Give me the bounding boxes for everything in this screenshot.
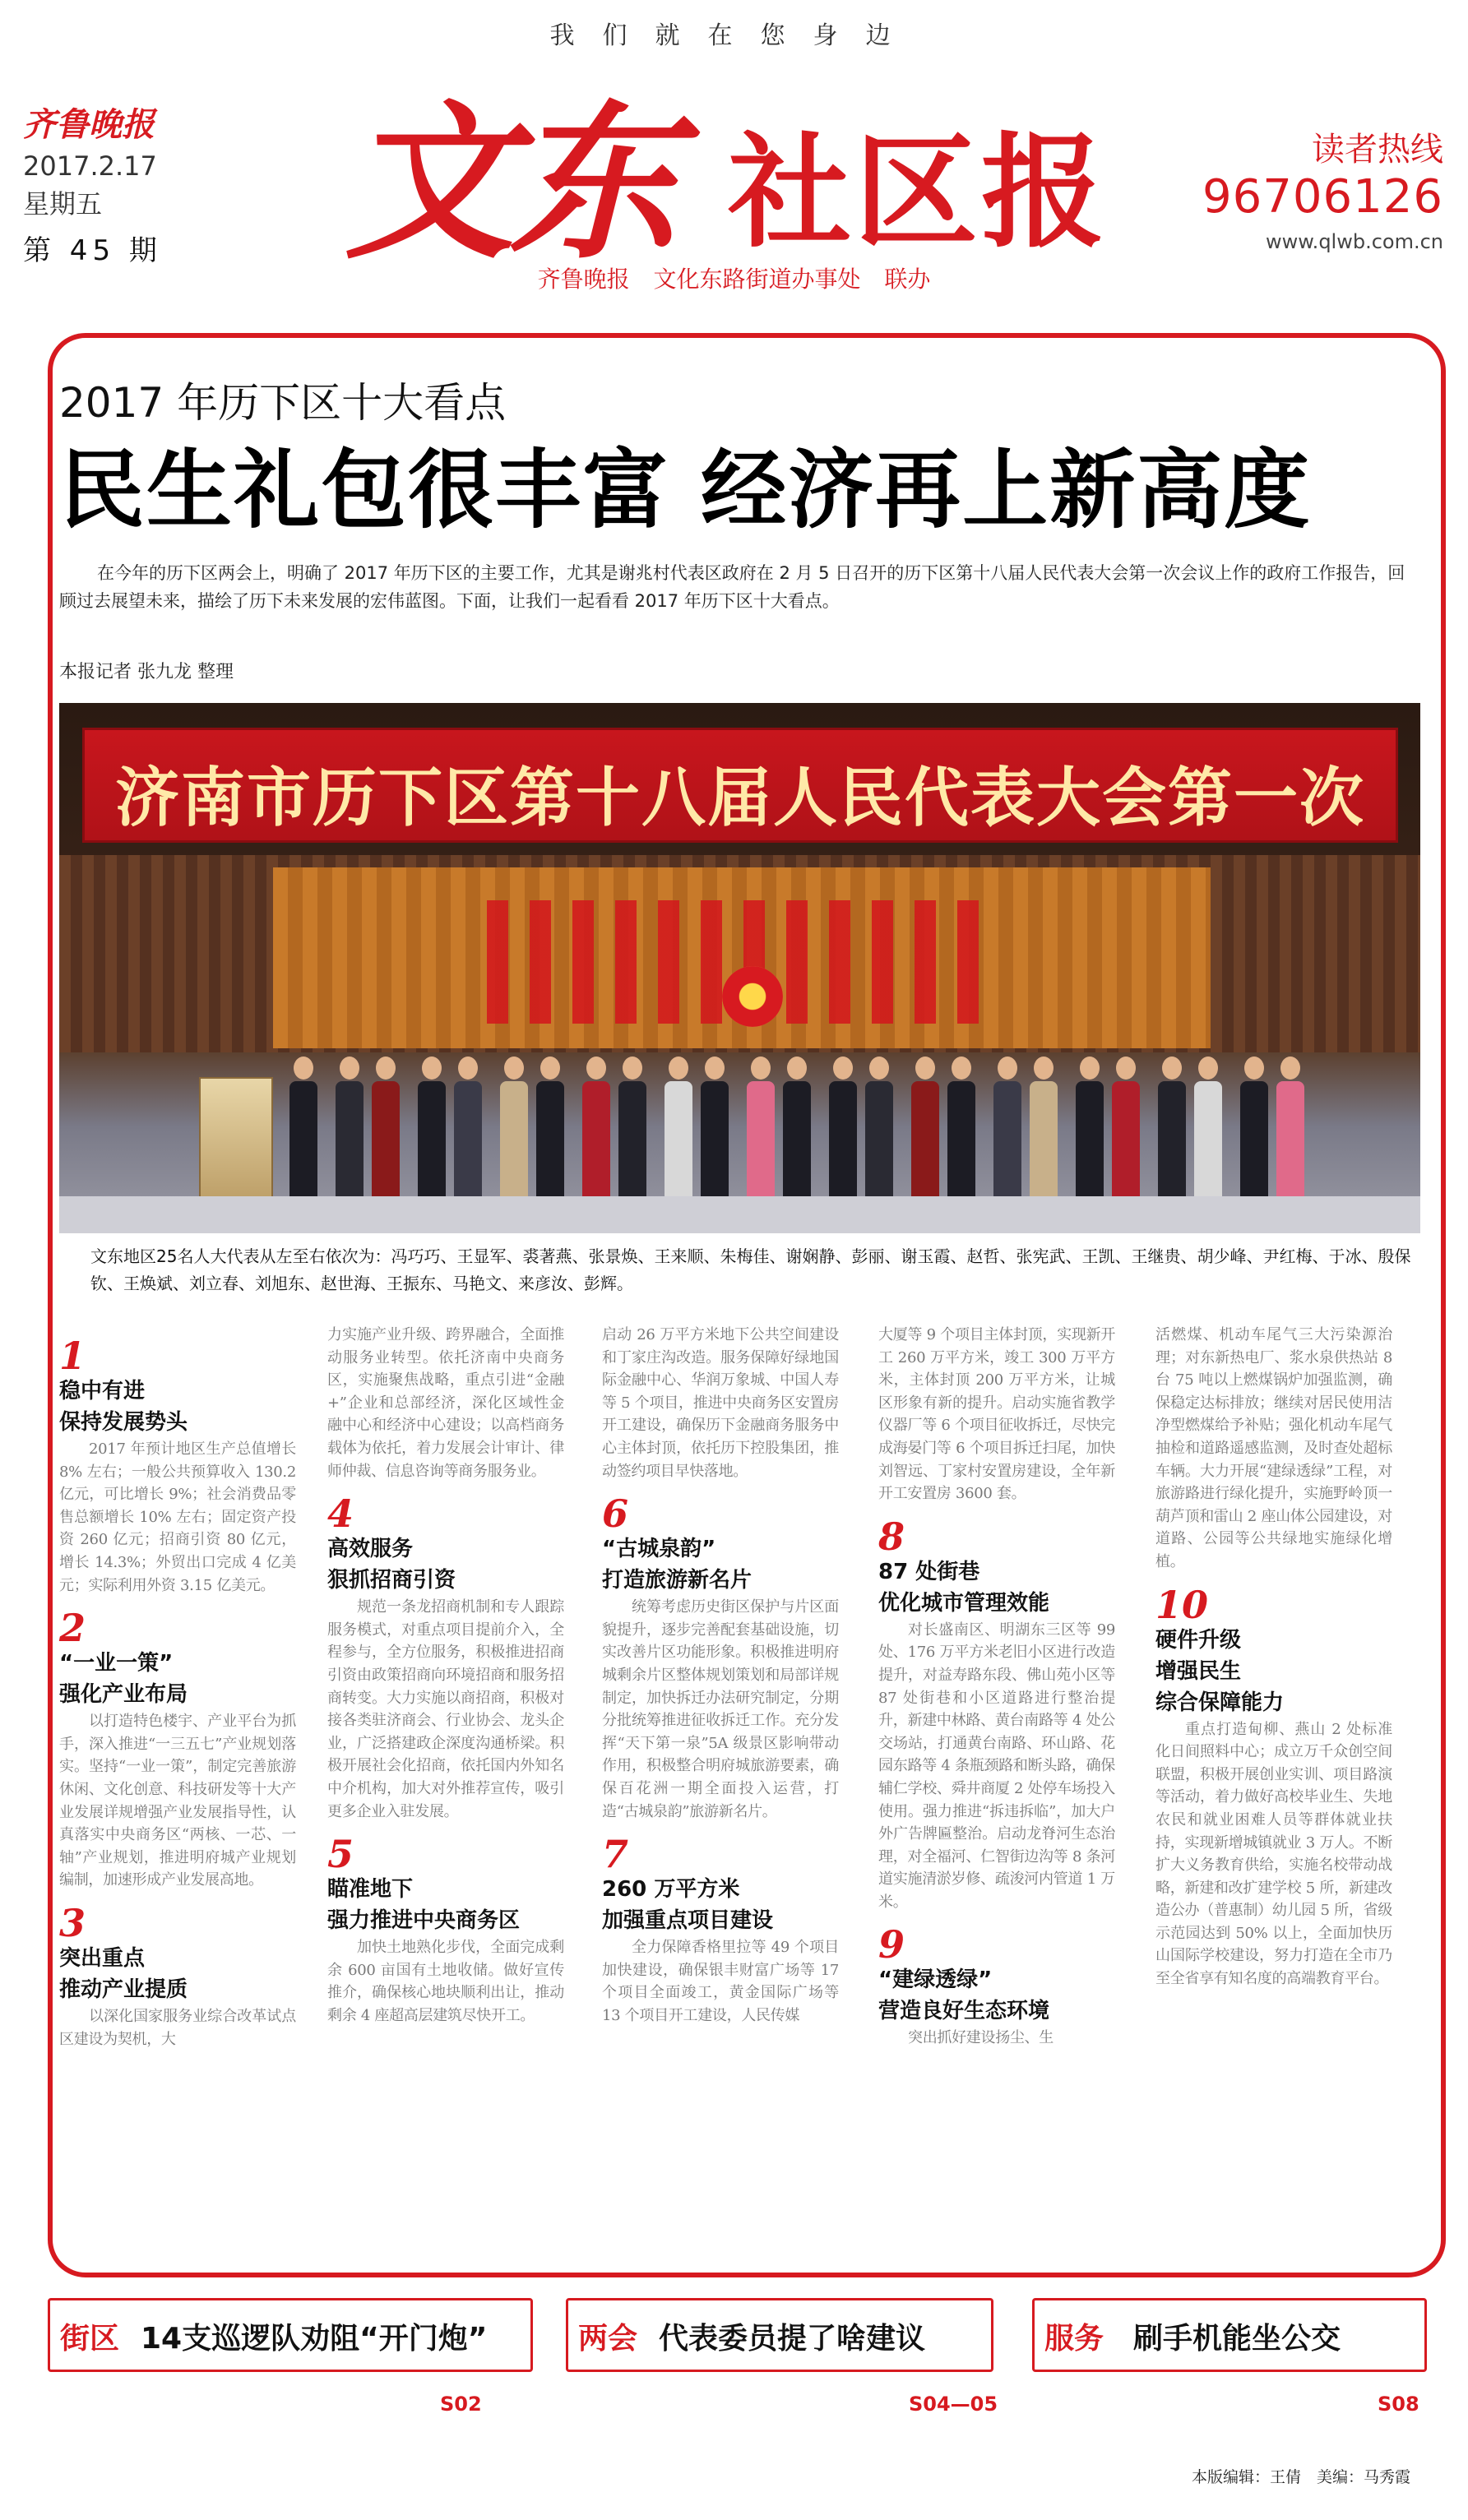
section-body: 以打造特色楼宇、产业平台为抓手，深入推进“一三五七”产业规划落实。坚持“一业一策”，制定完善旅游休闲、文化创意、科技研发等十大产业发展详规增强产业发展指导性，认真落实中央商务区“两核、一芯、一轴”产业规划，推进明府城产业规划编制，加速形成产业发展高地。 bbox=[59, 1713, 296, 1889]
delegate-figure bbox=[783, 1057, 811, 1213]
page-ref-service[interactable]: S08 bbox=[1378, 2393, 1419, 2416]
delegate-head bbox=[376, 1057, 396, 1080]
delegate-figure bbox=[454, 1057, 482, 1213]
section-3 bbox=[59, 1900, 296, 2051]
issue-date: 2017.2.17 bbox=[23, 150, 157, 182]
delegate-body bbox=[618, 1081, 646, 1213]
delegate-head bbox=[869, 1057, 889, 1080]
masthead-right bbox=[1180, 123, 1443, 253]
delegate-figure bbox=[418, 1057, 446, 1213]
delegate-figure bbox=[289, 1057, 317, 1213]
section-body: 以深化国家服务业综合改革试点区建设为契机，大 bbox=[59, 2007, 296, 2048]
delegate-head bbox=[751, 1057, 771, 1080]
delegate-head bbox=[1162, 1057, 1182, 1080]
section-body: 2017 年预计地区生产总值增长 8% 左右；一般公共预算收入 130.2 亿元，可比增长 9%；社会消费品零售总额增长 10% 左右；固定资产投资 260 亿元；招商引资 80 亿元，增长 14.3%；外贸出口完成 4 亿美元；实际利用外资 3.15 亿美元。 bbox=[59, 1440, 296, 1594]
delegate-body bbox=[947, 1081, 975, 1213]
delegate-head bbox=[340, 1057, 359, 1080]
section-number: 7 bbox=[602, 1832, 629, 1877]
section-9 bbox=[878, 1922, 1115, 2050]
hotline-label: 读者热线 bbox=[1312, 131, 1443, 169]
delegate-figure bbox=[1112, 1057, 1140, 1213]
section-subtitle: 狠抓招商引资 bbox=[327, 1568, 456, 1593]
section-8 bbox=[878, 1514, 1115, 1914]
section-title: 瞄准地下 bbox=[327, 1877, 414, 1903]
section-10 bbox=[1155, 1582, 1392, 1991]
delegate-figure bbox=[865, 1057, 893, 1213]
delegate-figure bbox=[618, 1057, 646, 1213]
delegate-body bbox=[1030, 1081, 1058, 1213]
delegate-head bbox=[540, 1057, 560, 1080]
teaser-label: 服务 bbox=[1044, 2322, 1104, 2356]
section-title: 高效服务 bbox=[327, 1537, 414, 1562]
section-9-continued bbox=[1155, 1324, 1392, 1574]
delegate-body bbox=[993, 1081, 1021, 1213]
section-7-continued bbox=[878, 1324, 1115, 1505]
column-3 bbox=[602, 1324, 839, 2038]
column-2 bbox=[327, 1324, 564, 2038]
issue-number: 第 45 期 bbox=[23, 234, 162, 267]
section-subtitle: 强力推进中央商务区 bbox=[327, 1908, 521, 1934]
photo-banner-text: 济南市历下区第十八届人民代表大会第一次 bbox=[114, 761, 1365, 835]
section-subtitle: 加强重点项目建设 bbox=[602, 1908, 774, 1934]
section-4 bbox=[327, 1491, 564, 1823]
teaser-label: 两会 bbox=[578, 2322, 638, 2356]
column-1 bbox=[59, 1336, 296, 2062]
section-title: “建绿透绿” bbox=[878, 1967, 993, 1993]
delegate-figure bbox=[1076, 1057, 1104, 1213]
section-number: 3 bbox=[59, 1900, 86, 1945]
section-5-continued bbox=[602, 1324, 839, 1482]
photo-caption: 文东地区25名人大代表从左至右依次为：冯巧巧、王显军、裘著燕、张景焕、王来顺、朱梅佳、谢娴静、彭丽、谢玉霞、赵哲、张宪武、王凯、王继贵、胡少峰、尹红梅、于冰、殷保钦、王焕斌、刘立春、刘旭东、赵世海、王振东、马艳文、来彦汝、彭辉。 bbox=[90, 1246, 1411, 1293]
website-link[interactable]: www.qlwb.com.cn bbox=[1266, 230, 1443, 253]
teaser-sessions[interactable] bbox=[566, 2298, 993, 2372]
section-subtitle-2: 综合保障能力 bbox=[1155, 1690, 1285, 1715]
delegate-figure bbox=[1240, 1057, 1268, 1213]
delegate-body bbox=[582, 1081, 610, 1213]
teaser-text: 刷手机能坐公交 bbox=[1133, 2322, 1341, 2356]
photo-banner bbox=[82, 728, 1398, 843]
section-title: 硬件升级 bbox=[1155, 1627, 1242, 1653]
delegate-figure bbox=[336, 1057, 364, 1213]
section-subtitle: 强化产业布局 bbox=[59, 1682, 188, 1708]
article-byline: 本报记者 张九龙 整理 bbox=[59, 662, 234, 682]
article-intro: 在今年的历下区两会上，明确了 2017 年历下区的主要工作，尤其是谢兆村代表区政府在 2 月 5 日召开的历下区第十八届人民代表大会第一次会议上作的政府工作报告，回顾过去展望未来，描绘了历下未来发展的宏伟蓝图。下面，让我们一起看看 2017 年历下区十大看点。 bbox=[59, 563, 1405, 611]
delegate-head bbox=[705, 1057, 725, 1080]
section-2 bbox=[59, 1608, 296, 1892]
teaser-service[interactable] bbox=[1032, 2298, 1427, 2372]
delegate-body bbox=[336, 1081, 364, 1213]
section-number: 2 bbox=[59, 1606, 86, 1651]
delegate-body bbox=[1158, 1081, 1186, 1213]
photo-floor bbox=[59, 1196, 1420, 1233]
teaser-text: 14支巡逻队劝阻“开门炮” bbox=[141, 2322, 488, 2356]
section-body: 突出抓好建设扬尘、生 bbox=[908, 2029, 1054, 2047]
delegate-body bbox=[418, 1081, 446, 1213]
article-kicker: 2017 年历下区十大看点 bbox=[59, 379, 507, 427]
delegate-body bbox=[829, 1081, 857, 1213]
teaser-street[interactable] bbox=[48, 2298, 533, 2372]
section-subtitle: 保持发展势头 bbox=[59, 1410, 188, 1435]
section-body: 全力保障香格里拉等 49 个项目加快建设，确保银丰财富广场等 17 个项目全面竣工，黄金国际广场等 13 个项目开工建设，人民传媒 bbox=[602, 1939, 839, 2024]
hotline-number: 96706126 bbox=[1202, 170, 1443, 224]
section-7 bbox=[602, 1834, 839, 2027]
page-ref-sessions[interactable]: S04—05 bbox=[909, 2393, 998, 2416]
delegate-head bbox=[1116, 1057, 1136, 1080]
delegate-body bbox=[701, 1081, 729, 1213]
delegate-figure bbox=[500, 1057, 528, 1213]
national-emblem-icon bbox=[722, 966, 783, 1027]
section-body: 对长盛南区、明湖东三区等 99 处、176 万平方米老旧小区进行改造提升，对益寿路东段、佛山苑小区等 87 处街巷和小区道路进行整治提升，新建中林路、黄台南路等 4 处公交场站，打通黄台南路、环山路、花园东路等 4 条瓶颈路和断头路，确保辅仁学校、舜井商厦 2 处停车场投入使用。强力推进“拆违拆临”，加大户外广告牌匾整治。启动龙脊河生态治理，对全福河、仁智街边沟等 8 条河道实施清淤岁修、疏浚河内管道 1 万米。 bbox=[878, 1621, 1115, 1911]
section-title: “古城泉韵” bbox=[602, 1537, 716, 1562]
delegate-head bbox=[1034, 1057, 1054, 1080]
delegate-head bbox=[422, 1057, 442, 1080]
delegate-figure bbox=[701, 1057, 729, 1213]
section-number: 10 bbox=[1155, 1582, 1209, 1627]
section-body: 加快土地熟化步伐，全面完成剩余 600 亩国有土地收储。做好宣传推介，确保核心地块顺利出让，推动剩余 4 座超高层建筑尽快开工。 bbox=[327, 1939, 564, 2024]
delegate-figure bbox=[829, 1057, 857, 1213]
delegate-head bbox=[458, 1057, 478, 1080]
section-5 bbox=[327, 1834, 564, 2027]
masthead-tagline: 我们就在您身边 bbox=[549, 21, 919, 50]
delegate-head bbox=[586, 1057, 606, 1080]
section-subtitle: 营造良好生态环境 bbox=[878, 1999, 1050, 2024]
delegate-body bbox=[1276, 1081, 1304, 1213]
delegate-figure bbox=[747, 1057, 775, 1213]
article-headline: 民生礼包很丰富 经济再上新高度 bbox=[59, 440, 1312, 540]
column-5 bbox=[1155, 1324, 1392, 2002]
delegate-body bbox=[1112, 1081, 1140, 1213]
photo-delegates-group bbox=[289, 1057, 1359, 1213]
delegate-body bbox=[500, 1081, 528, 1213]
section-title: 260 万平方米 bbox=[602, 1877, 740, 1903]
delegate-body bbox=[911, 1081, 939, 1213]
section-body: 重点打造甸柳、燕山 2 处标准化日间照料中心；成立万千众创空间联盟，积极开展创业实训、项目路演等活动，着力做好高校毕业生、失地农民和就业困难人员等群体就业扶持，实现新增城镇就业 3 万人。不断扩大义务教育供给，实施名校带动战略，新建和改扩建学校 5 所，新建改造公办（普惠制）幼儿园 5 所，省级示范园达到 50% 以上，全面加快历山国际学校建设，努力打造在全市乃至全省享有知名度的高端教育平台。 bbox=[1155, 1720, 1392, 1988]
editor-credit: 本版编辑：王倩 美编：马秀霞 bbox=[1191, 2468, 1410, 2486]
photo-podium bbox=[199, 1077, 273, 1213]
delegate-figure bbox=[1276, 1057, 1304, 1213]
delegate-body bbox=[747, 1081, 775, 1213]
teaser-label: 街区 bbox=[60, 2322, 120, 2356]
delegate-head bbox=[915, 1057, 935, 1080]
delegate-body bbox=[1240, 1081, 1268, 1213]
delegate-body bbox=[289, 1081, 317, 1213]
delegate-head bbox=[952, 1057, 971, 1080]
title-calligraphy: 文东 bbox=[345, 85, 673, 282]
brand-logo: 齐鲁晚报 bbox=[23, 105, 155, 144]
section-number: 8 bbox=[878, 1514, 905, 1559]
delegate-body bbox=[454, 1081, 482, 1213]
section-title: 稳中有进 bbox=[59, 1379, 146, 1403]
masthead-left bbox=[23, 99, 237, 268]
section-number: 9 bbox=[878, 1922, 905, 1967]
section-subtitle: 优化城市管理效能 bbox=[878, 1590, 1050, 1616]
delegate-head bbox=[1280, 1057, 1300, 1080]
delegate-figure bbox=[993, 1057, 1021, 1213]
section-3-continued bbox=[327, 1324, 564, 1482]
conference-photo bbox=[59, 703, 1420, 1233]
issue-weekday: 星期五 bbox=[23, 188, 103, 220]
section-number: 1 bbox=[59, 1334, 86, 1378]
section-body: 统筹考虑历史街区保护与片区面貌提升，逐步完善配套基础设施，切实改善片区功能形象。积极推进明府城剩余片区整体规划策划和局部详规制定，加快拆迁办法研究制定，分期分批统筹推进征收拆迁工作。充分发挥“天下第一泉”5A 级景区影响带动作用，积极整合明府城旅游要素，确保百花洲一期全面投入运营，打造“古城泉韵”旅游新名片。 bbox=[602, 1598, 839, 1820]
sponsors-line: 齐鲁晚报 文化东路街道办事处 联办 bbox=[537, 266, 931, 293]
delegate-figure bbox=[947, 1057, 975, 1213]
delegate-figure bbox=[1158, 1057, 1186, 1213]
delegate-body bbox=[783, 1081, 811, 1213]
section-title: 87 处街巷 bbox=[878, 1559, 980, 1584]
delegate-body bbox=[1194, 1081, 1222, 1213]
section-body: 活燃煤、机动车尾气三大污染源治理；对东新热电厂、浆水泉供热站 8 台 75 吨以上燃煤锅炉加强监测，确保稳定达标排放；继续对居民使用洁净型燃煤给予补贴；强化机动车尾气抽检和道路遥感监测，及时查处超标车辆。大力开展“建绿透绿”工程，对旅游路进行绿化提升，实施野岭顶一葫芦顶和雷山 2 座山体公园建设，对道路、公园等公共绿地实施绿化增植。 bbox=[1155, 1326, 1392, 1570]
section-number: 5 bbox=[327, 1832, 354, 1877]
delegate-body bbox=[665, 1081, 692, 1213]
delegate-head bbox=[1080, 1057, 1100, 1080]
teaser-text: 代表委员提了啥建议 bbox=[659, 2322, 926, 2356]
delegate-head bbox=[669, 1057, 688, 1080]
section-number: 6 bbox=[602, 1491, 629, 1537]
section-1 bbox=[59, 1336, 296, 1597]
section-subtitle: 推动产业提质 bbox=[59, 1977, 188, 2002]
section-body: 力实施产业升级、跨界融合，全面推动服务业转型。依托济南中央商务区，实施聚焦战略，重点引进“金融+”企业和总部经济，深化区域性金融中心和经济中心建设；以高档商务载体为依托，着力发展会计审计、律师仲裁、信息咨询等商务服务业。 bbox=[327, 1326, 564, 1480]
delegate-figure bbox=[1030, 1057, 1058, 1213]
delegate-body bbox=[865, 1081, 893, 1213]
section-subtitle: 打造旅游新名片 bbox=[602, 1568, 753, 1593]
delegate-body bbox=[372, 1081, 400, 1213]
delegate-head bbox=[787, 1057, 807, 1080]
delegate-head bbox=[504, 1057, 524, 1080]
delegate-head bbox=[1244, 1057, 1264, 1080]
column-4 bbox=[878, 1324, 1115, 2061]
delegate-head bbox=[1198, 1057, 1218, 1080]
delegate-head bbox=[294, 1057, 313, 1080]
delegate-body bbox=[1076, 1081, 1104, 1213]
delegate-head bbox=[833, 1057, 853, 1080]
section-6 bbox=[602, 1491, 839, 1823]
delegate-head bbox=[998, 1057, 1017, 1080]
section-body: 启动 26 万平方米地下公共空间建设和丁家庄沟改造。服务保障好绿地国际金融中心、华润万象城、中国人寿等 5 个项目，推进中央商务区安置房开工建设，确保历下金融商务服务中心主体封顶，依托历下控股集团，推动签约项目早快落地。 bbox=[602, 1326, 839, 1480]
delegate-figure bbox=[372, 1057, 400, 1213]
title-standard: 社区报 bbox=[728, 120, 1109, 265]
section-subtitle: 增强民生 bbox=[1155, 1658, 1242, 1684]
section-number: 4 bbox=[327, 1491, 354, 1537]
section-title: 突出重点 bbox=[59, 1945, 146, 1971]
delegate-figure bbox=[665, 1057, 692, 1213]
section-title: “一业一策” bbox=[59, 1651, 174, 1676]
delegate-head bbox=[623, 1057, 642, 1080]
delegate-figure bbox=[911, 1057, 939, 1213]
delegate-figure bbox=[536, 1057, 564, 1213]
delegate-body bbox=[536, 1081, 564, 1213]
page-ref-street[interactable]: S02 bbox=[440, 2393, 482, 2416]
delegate-figure bbox=[582, 1057, 610, 1213]
section-body: 规范一条龙招商机制和专人跟踪服务模式，对重点项目提前介入，全程参与，全方位服务，积极推进招商引资由政策招商向环境招商和服务招商转变。大力实施以商招商，积极对接各类驻济商会、行业协会、龙头企业，广泛搭建政企深度沟通桥梁。积极开展社会化招商，依托国内外知名中介机构，加大对外推荐宣传，吸引更多企业入驻发展。 bbox=[327, 1598, 564, 1820]
section-body: 大厦等 9 个项目主体封顶，实现新开工 260 万平方米，竣工 300 万平方米，主体封顶 200 万平方米，让城区形象有新的提升。启动实施省教学仪器厂等 6 个项目征收拆迁，尽快完成海晏门等 6 个项目拆迁扫尾，加快刘智远、丁家村安置房建设，全年新开工安置房 3600 套。 bbox=[878, 1326, 1115, 1503]
delegate-figure bbox=[1194, 1057, 1222, 1213]
